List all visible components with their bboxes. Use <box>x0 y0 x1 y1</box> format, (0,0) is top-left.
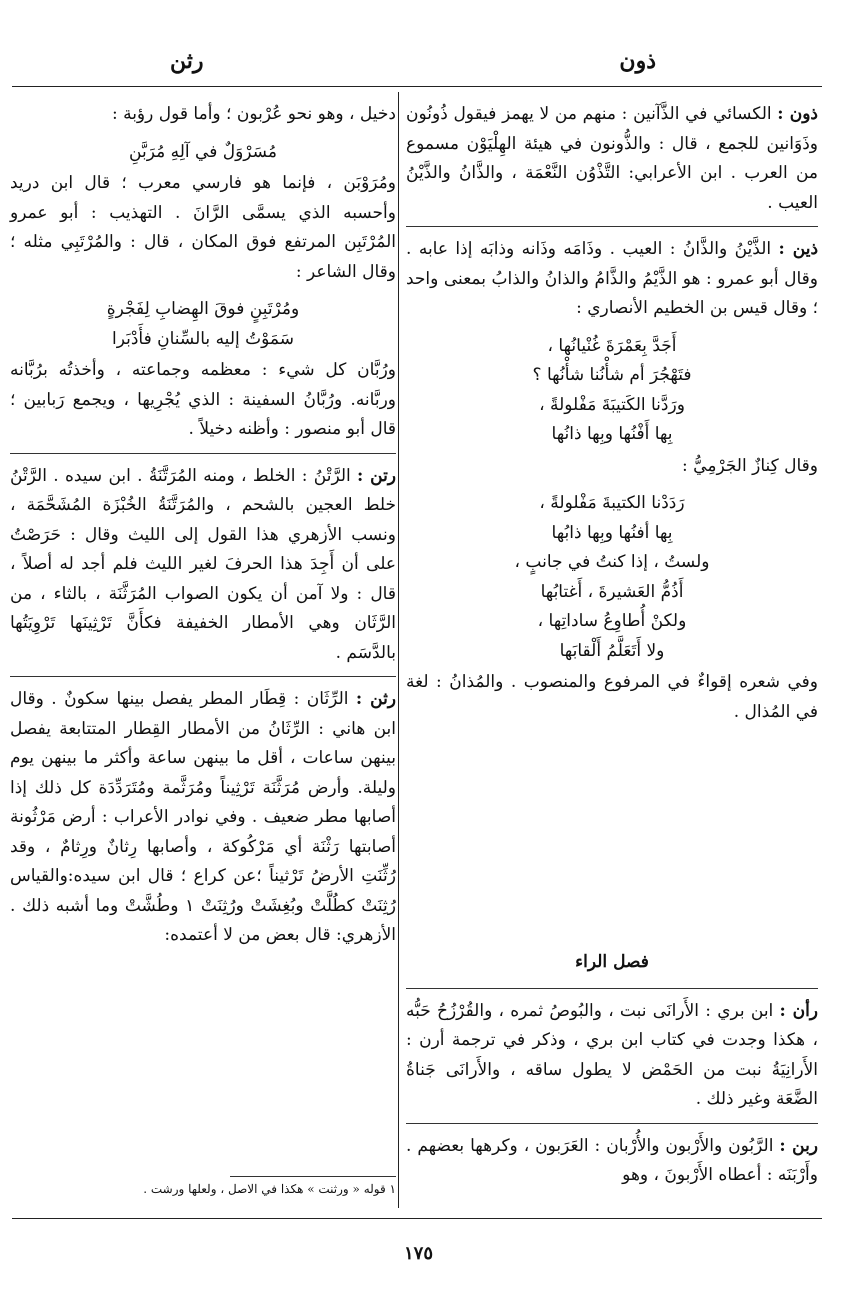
verse-line: فتَهْجُرَ أم شأْنُنا شأْنُها ؟ <box>532 365 692 385</box>
verse-line: أَذُمُّ العَشيرةَ ، أَغتابُها <box>540 581 684 602</box>
entry-separator <box>10 453 396 454</box>
entry-text: ابن بري : الأَرانَى نبت ، والبُوصُ ثمره ، والقُرْزُحُ حَبُّه ، هكذا وجدت في كتاب ابن بري ، وذكر في ترجمة أرن : الأَرانِيَةُ نبت من الحَمْض لا يطول ساقه ، والأَرانَى جَناةُ الضَّعَة وغير ذلك . <box>406 1000 818 1109</box>
verse-block <box>406 489 818 666</box>
column-divider <box>398 92 399 1208</box>
entry-dhyn <box>406 235 818 324</box>
verse-line: ولكنْ أُطاوِعُ ساداتِها ، <box>537 611 687 631</box>
verse-line: ورَدَّنا الكَتيبَةَ مَفْلولةً ، <box>539 394 685 415</box>
section-title: فصل الراء <box>575 952 649 972</box>
verse-line: ولستُ ، إذا كنتُ في جانبٍ ، <box>514 552 710 572</box>
entry-text: ومُرَوْبَن ، فإنما هو فارسي معرب ؛ قال ابن دريد وأحسبه الذي يسمَّى الرَّانَ . التهذيب : أبو عمرو المُرْتَبِن المرتفع فوق المكان ، قال : والمُرْتَبِي مثله ؛ وقال الشاعر : <box>10 173 396 282</box>
verse-block <box>10 295 396 354</box>
left-column <box>10 100 396 1205</box>
entry-rbn <box>406 1132 818 1191</box>
entry-separator <box>406 226 818 227</box>
verse-line: بِها أَفْنُها وبِها ذانُها <box>551 424 673 444</box>
entry-head: رتن : <box>357 465 397 486</box>
entry-head: رأن : <box>779 1000 819 1021</box>
entry-separator <box>406 988 818 989</box>
entry-head: ربن : <box>779 1135 819 1156</box>
bridge-text: وقال كِنازٌ الجَرْمِيُّ : <box>682 455 818 476</box>
footnote-rule <box>230 1176 396 1177</box>
running-header-left: رثن <box>170 48 204 74</box>
intro-text: دخيل ، وهو نحو عُرْبون ؛ وأما قول رؤبة : <box>111 104 396 124</box>
entry-head: ذون : <box>777 104 819 124</box>
verse-line: أَجَدَّ بِعَمْرَةَ غُنْيانُها ، <box>547 335 677 356</box>
page-number: ١٧٥ <box>404 1243 434 1264</box>
right-column <box>406 100 818 900</box>
verse-single: مُسَرْوَلٌ في آلِهِ مُرَبَّنِ <box>129 141 277 162</box>
entry-text: الرَّبُون والأَرْبون والأُرْبان : العَرَبون ، وكرهها بعضهم . وأَرْبَنَه : أعطاه الأَرْبونَ ، وهو <box>406 1135 818 1185</box>
entry-rtn <box>10 462 396 669</box>
entry-text: الذَّيْنُ والذَّانُ : العيب . وذَامَه وذَانه وذابَه إذا عابه . وقال أبو عمرو : هو الذَّيْمُ والذَّامُ والذانُ والذابُ بمعنى واحد ؛ وقال قيس بن الخطيم الأنصاري : <box>406 239 818 318</box>
verse-line: بِها أفنُها وبِها ذابُها <box>551 522 673 543</box>
verse-line: رَدَدْنا الكتيبةَ مَفْلولةً ، <box>539 493 685 513</box>
entry-dhwn <box>406 100 818 218</box>
entry-separator <box>10 676 396 677</box>
entry-separator <box>406 1123 818 1124</box>
tail-text: وفي شعره إقواءٌ في المرفوع والمنصوب . والمُذانُ : لغة في المُذال . <box>406 672 818 722</box>
after-verse-text: ورُبَّان كل شيء : معظمه وجماعته ، وأخذتُه برُبَّانه وربَّانه. ورُبَّانُ السفينة : الذي يُجْرِيها ، ويجمع رَبابين ؛ قال أبو منصور : وأظنه دخيلاً . <box>10 360 396 439</box>
footer-rule <box>12 1218 822 1219</box>
entry-ran <box>406 997 818 1115</box>
verse-line: ولا أَتَعَلَّمُ أَلْقابَها <box>559 640 665 661</box>
header-rule <box>12 86 822 87</box>
entry-head: ذين : <box>778 239 819 259</box>
entry-rthn <box>10 685 396 951</box>
entry-text: الرِّثَان : قِطَار المطر يفصل بينها سكونٌ . وقال ابن هاني : الرِّثَانُ من الأمطار القِطار المتتابعة يفصل بينهن ساعات ، أقل ما بينهن ساعة وأكثر ما بينهن يوم وليلة. وأرض مُرَثَّنَة تَرْثِيناً ومُرَثَّمة ومُتَرَدِّدَة كل ذلك إذا أصابها مطر ضعيف . وفي نوادر الأعراب : أرض مَرْثُونة أصابتها رَثْنَة أي مَرْكُوكة ، وأصابها رِثانٌ ورِثامٌ ، وقد رُثِّنَتِ الأرضُ تَرْثيناً ؛عن كراع ؛ قال ابن سيده:والقياس رُثِنَتْ كطُلَّتْ وبُغِشَتْ ورُثِنَتْ ١ وطُشَّتْ وما أشبه ذلك . الأزهري: قال بعض من لا أعتمده: <box>10 689 396 945</box>
entry-head: رثن : <box>355 689 397 709</box>
running-header-right: ذون <box>619 48 656 74</box>
entry-text: الرَّتْنُ : الخلط ، ومنه المُرَتَّنَةُ . ابن سيده . الرَّتْنُ خلط العجين بالشحم ، والمُرَتَّنَةُ الخُبْزَة المُشَحَّمَة ، ونسب الأزهري هذا القول إلى الليث وقال : حَرَصْتُ على أن أَجِدَ هذا الحرفَ لغير الليث فلم أجد له أصلاً ، قال : ولا آمن أن يكون الصواب المُرَثَّنَة ، بالثاء ، من الرَّثَان وهي الأمطار الخفيفة فكأَنَّ تَرْثِينَها تَرْوِيَتُها بالدَّسَم . <box>10 465 396 663</box>
verse-line: ومُرْتَبِنٍ فوقَ الهِضابِ لِفَجْرةٍ <box>106 299 300 319</box>
verse-line: سَمَوْتُ إليه بالسِّنانِ فأَدْبَرا <box>112 328 294 349</box>
entry-text: الكسائي في الذَّآنين : منهم من لا يهمز فيقول ذُونُون وذَوَانين للجمع ، قال : والذُّونون في هيئة الهِلْيَوْن مسموع من العرب . ابن الأعرابي: التَّذْوُن النَّعْمَة ، والذَّانُ والذَّيْنُ العيب . <box>406 104 818 213</box>
footnote: ١ قوله « ورثنت » هكذا في الاصل ، ولعلها ورشت . <box>143 1182 396 1196</box>
verse-block <box>406 332 818 450</box>
right-column-lower <box>406 930 818 1190</box>
